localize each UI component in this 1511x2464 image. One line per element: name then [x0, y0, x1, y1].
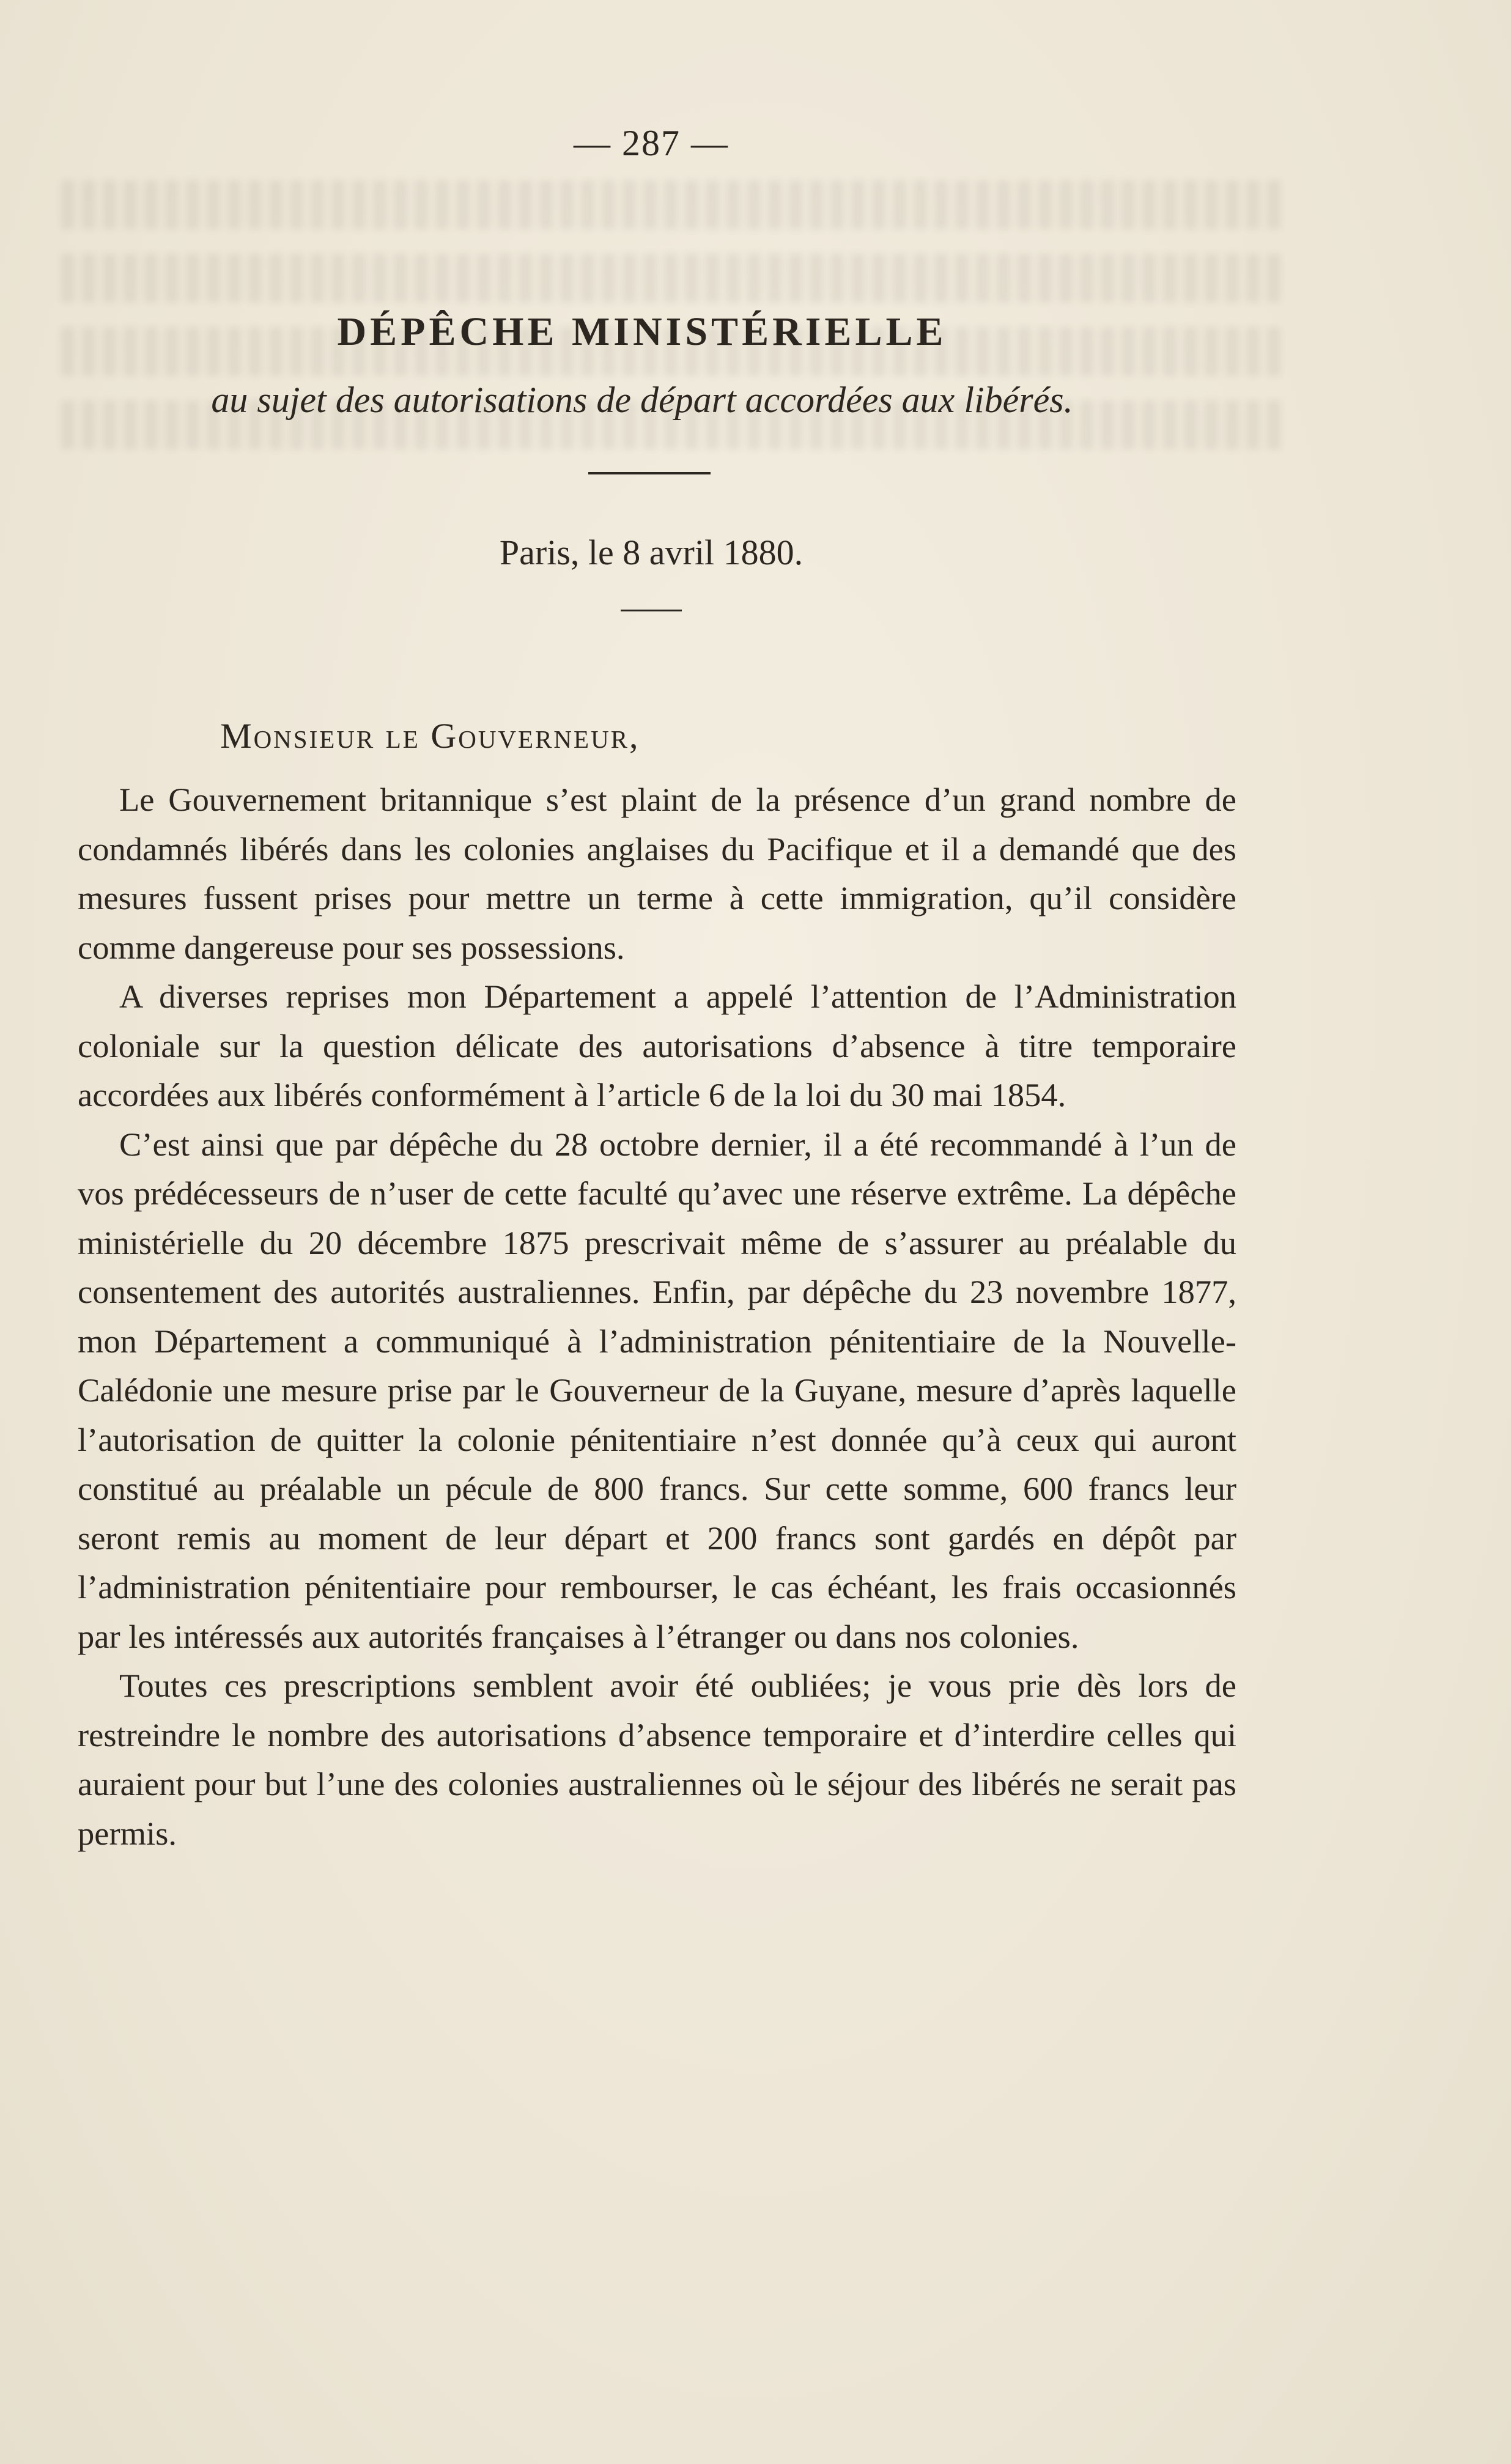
- title-divider: [588, 472, 711, 474]
- paragraph-2: A diverses reprises mon Département a appelé l’attention de l’Administration coloniale sur la question délicate des autorisations d’absence à titre temporaire accordées aux libérés conformément à l’article 6 de la loi du 30 mai 1854.: [78, 978, 1236, 1113]
- dateline-divider: [621, 610, 682, 611]
- paragraph-1: Le Gouvernement britannique s’est plaint de la présence d’un grand nombre de condamnés libérés dans les colonies anglaises du Pacifique et il a demandé que des mesures fussent prises pour mettre un terme à cette immigration, qu’il considère comme dangereuse pour ses possessions.: [78, 781, 1236, 966]
- dateline: Paris, le 8 avril 1880.: [499, 533, 804, 572]
- salutation: Monsieur le Gouverneur,: [220, 716, 640, 756]
- paragraph-3: C’est ainsi que par dépêche du 28 octobre dernier, il a été recommandé à l’un de vos prédécesseurs de n’user de cette faculté qu’avec une réserve extrême. La dépêche ministérielle du 20 décembre 1875 prescrivait même de s’assurer au préalable du consentement des autorités australiennes. Enfin, par dépêche du 23 novembre 1877, mon Département a communiqué à l’administration pénitentiaire de la Nouvelle-Calédonie une mesure prise par le Gouverneur de la Guyane, mesure d’après laquelle l’autorisation de quitter la colonie pénitentiaire n’est donnée qu’à ceux qui auront constitué au préalable un pécule de 800 francs. Sur cette somme, 600 francs leur seront remis au moment de leur départ et 200 francs sont gardés en dépôt par l’administration pénitentiaire pour rembourser, le cas échéant, les frais occasionnés par les intéressés aux autorités françaises à l’étranger ou dans nos colonies.: [78, 1125, 1236, 1655]
- paragraph-4: Toutes ces prescriptions semblent avoir été oubliées; je vous prie dès lors de restreindre le nombre des autorisations d’absence temporaire et d’interdire celles qui auraient pour but l’une des colonies australiennes où le séjour des libérés ne serait pas permis.: [78, 1667, 1236, 1852]
- letter-body: [78, 775, 1236, 1858]
- document-subtitle: au sujet des autorisations de départ accordées aux libérés.: [211, 380, 1073, 420]
- page-number: — 287 —: [574, 123, 729, 163]
- show-through-texture: [61, 180, 1284, 547]
- document-title: DÉPÊCHE MINISTÉRIELLE: [337, 309, 947, 354]
